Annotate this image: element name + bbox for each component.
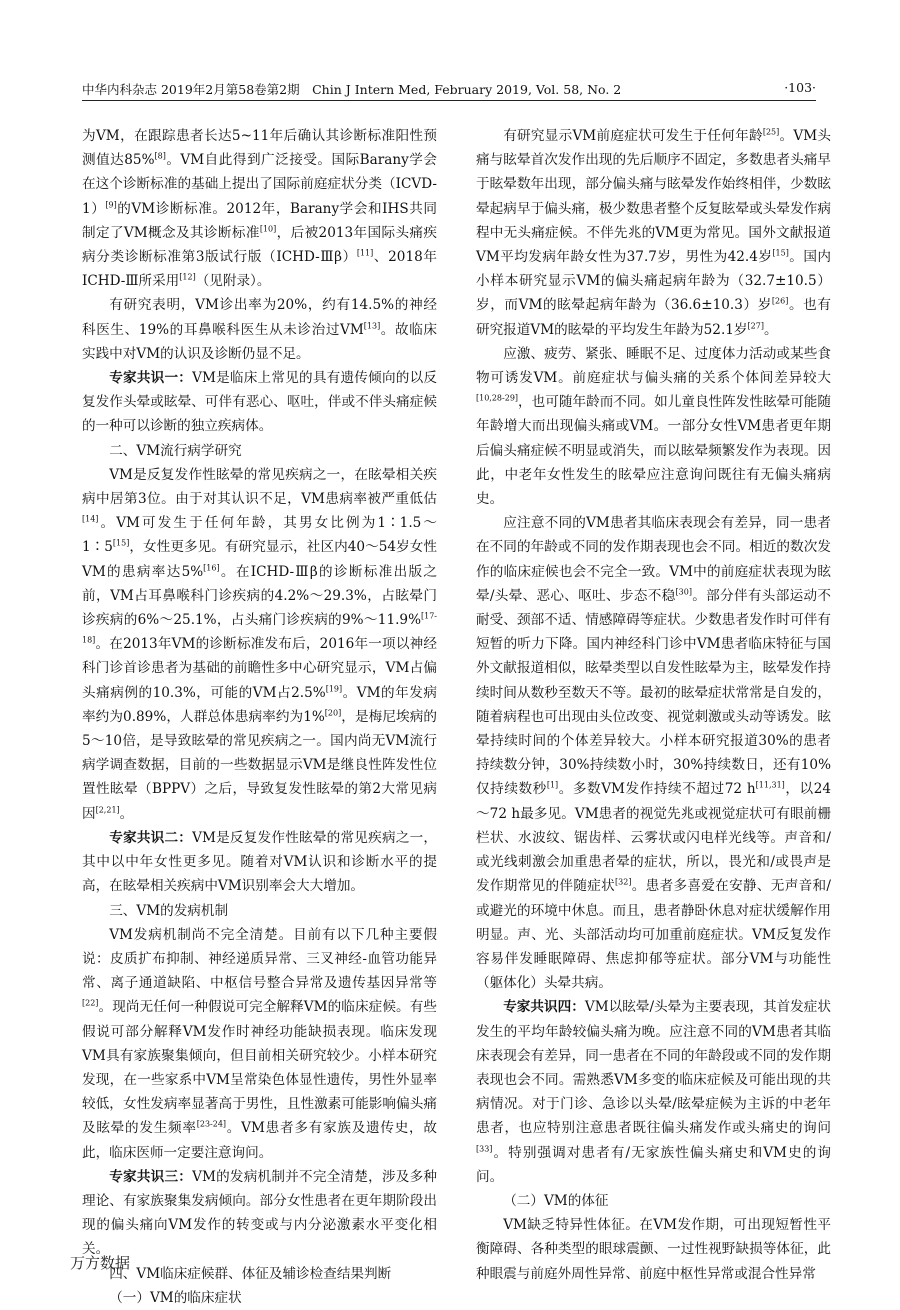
page-number: ·103·	[784, 80, 816, 95]
paragraph-left-4: VM是反复发作性眩晕的常见疾病之一，在眩晕相关疾病中居第3位。由于对其认识不足，VM患病率被严重低估[14]。VM可发生于任何年龄，其男女比例为1∶1.5～1∶5[15]，女性更多见。有研究显示，社区内40～54岁女性VM的患病率达5%[16]。在ICHD-Ⅲβ的诊断标准出版之前，VM占耳鼻喉科门诊疾病的4.2%～29.3%，占眩晕门诊疾病的6%～25.1%，占头痛门诊疾病的9%～11.9%[17-18]。在2013年VM的诊断标准发布后，2016年一项以神经科门诊首诊患者为基础的前瞻性多中心研究显示，VM占偏头痛病例的10.3%，可能的VM占2.5%[19]。VM的年发病率约为0.89%，人群总体患病率约为1%[20]，是梅尼埃病的5～10倍，是导致眩晕的常见疾病之一。国内尚无VM流行病学调查数据，目前的一些数据显示VM是继良性阵发性位置性眩晕（BPPV）之后，导致复发性眩晕的第2大常见病因[2,21]。	[82, 466, 438, 822]
section-heading-right-4: （二）VM的体征	[503, 1192, 609, 1209]
section-heading-left-10: （一）VM的临床症状	[109, 1289, 242, 1306]
paragraph-left-5: 专家共识二：VM是反复发作性眩晕的常见疾病之一，其中以中年女性更多见。随着对VM认识和诊断水平的提高，在眩晕相关疾病中VM识别率会大大增加。	[82, 829, 437, 895]
section-heading-left-9: 四、VM临床症候群、体征及辅诊检查结果判断	[109, 1265, 392, 1282]
paragraph-left-2: 专家共识一：VM是临床上常见的具有遗传倾向的以反复发作头晕或眩晕、可伴有恶心、呕吐，伴或不伴头痛症候的一种可以诊断的独立疾病体。	[82, 370, 437, 435]
paragraph-right-1: 应激、疲劳、紧张、睡眠不足、过度体力活动或某些食物可诱发VM。前庭症状与偏头痛的关系个体间差异较大[10,28-29]，也可随年龄而不同。如儿童良性阵发性眩晕可能随年龄增大而出现偏头痛或VM。一部分女性VM患者更年期后偏头痛症候不明显或消失，而以眩晕频繁发作为表现。因此，中老年女性发生的眩晕应注意询问既往有无偏头痛病史。	[476, 345, 831, 508]
paragraph-right-2: 应注意不同的VM患者其临床表现会有差异，同一患者在不同的年龄或不同的发作期表现也会不同。相近的数次发作的临床症候也会不完全一致。VM中的前庭症状表现为眩晕/头晕、恶心、呕吐、步态不稳[30]。部分伴有头部运动不耐受、颈部不适、情感障碍等症状。少数患者发作时可伴有短暂的听力下降。国内神经科门诊中VM患者临床特征与国外文献报道相似，眩晕类型以自发性眩晕为主，眩晕发作持续时间从数秒至数天不等。最初的眩晕症状常常是自发的，随着病程也可出现由头位改变、视觉刺激或头动等诱发。眩晕持续时间的个体差异较大。小样本研究报道30%的患者持续数分钟，30%持续数小时，30%持续数日，还有10%仅持续数秒[1]。多数VM发作持续不超过72 h[11,31]，以24～72 h最多见。VM患者的视觉先兆或视觉症状可有眼前栅栏状、水波纹、锯齿样、云雾状或闪电样光线等。声音和/或光线刺激会加重患者晕的症状，所以，畏光和/或畏声是发作期常见的伴随症状[32]。患者多喜爱在安静、无声音和/或避光的环境中休息。而且，患者静卧休息对症状缓解作用明显。声、光、头部活动均可加重前庭症状。VM反复发作容易伴发睡眠障碍、焦虑抑郁等症状。部分VM与功能性（躯体化）头晕共病。	[476, 515, 831, 992]
left-column	[82, 124, 437, 1310]
paragraph-left-7: VM发病机制尚不完全清楚。目前有以下几种主要假说：皮质扩布抑制、神经递质异常、三叉神经-血管功能异常、离子通道缺陷、中枢信号整合异常及遗传基因异常等[22]。现尚无任何一种假说可完全解释VM的临床症候。有些假说可部分解释VM发作时神经功能缺损表现。临床发现VM具有家族聚集倾向，但目前相关研究较少。小样本研究发现，在一些家系中VM呈常染色体显性遗传，男性外显率较低，女性发病率显著高于男性，且性激素可能影响偏头痛及眩晕的发生频率[23-24]。VM患者多有家族及遗传史，故此，临床医师一定要注意询问。	[82, 926, 437, 1161]
running-header	[82, 78, 816, 101]
section-heading-left-3: 二、VM流行病学研究	[109, 442, 242, 459]
paragraph-left-8: 专家共识三：VM的发病机制并不完全清楚，涉及多种理论、有家族聚集发病倾向。部分女性患者在更年期阶段出现的偏头痛向VM发作的转变或与内分泌激素水平变化相关。	[82, 1168, 437, 1258]
paragraph-right-3: 专家共识四：VM以眩晕/头晕为主要表现，其首发症状发生的平均年龄较偏头痛为晚。应注意不同的VM患者其临床表现会有差异，同一患者在不同的年龄段或不同的发作期表现也会不同。需熟悉VM多变的临床症候及可能出现的共病情况。对于门诊、急诊以头晕/眩晕症候为主诉的中老年患者，也应特别注意患者既往偏头痛发作或头痛史的询问[33]。特别强调对患者有/无家族性偏头痛史和VM史的询问。	[476, 999, 832, 1185]
watermark-source: 万方数据	[70, 1254, 131, 1272]
journal-citation: 中华内科杂志 2019年2月第58卷第2期 Chin J Intern Med, February 2019, Vol. 58, No. 2	[82, 82, 622, 97]
paragraph-right-0: 有研究显示VM前庭症状可发生于任何年龄[25]。VM头痛与眩晕首次发作出现的先后顺序不固定，多数患者头痛早于眩晕数年出现，部分偏头痛与眩晕发作始终相伴，少数眩晕起病早于偏头痛，极少数患者整个反复眩晕或头晕发作病程中无头痛症候。不伴先兆的VM更为常见。国外文献报道VM平均发病年龄女性为37.7岁，男性为42.4岁[15]。国内小样本研究显示VM的偏头痛起病年龄为（32.7±10.5）岁，而VM的眩晕起病年龄为（36.6±10.3）岁[26]。也有研究报道VM的眩晕的平均发生年龄为52.1岁[27]。	[476, 127, 831, 338]
right-column	[476, 124, 831, 1286]
paragraph-left-0: 为VM，在跟踪患者长达5~11年后确认其诊断标准阳性预测值达85%[8]。VM自此得到广泛接受。国际Barany学会在这个诊断标准的基础上提出了国际前庭症状分类（ICVD-1）[9]的VM诊断标准。2012年，Barany学会和IHS共同制定了VM概念及其诊断标准[10]，后被2013年国际头痛疾病分类诊断标准第3版试行版（ICHD-Ⅲβ）[11]、2018年ICHD-Ⅲ所采用[12]（见附录）。	[82, 128, 437, 290]
paragraph-left-1: 有研究表明，VM诊出率为20%，约有14.5%的神经科医生、19%的耳鼻喉科医生从未诊治过VM[13]。故临床实践中对VM的认识及诊断仍显不足。	[82, 297, 438, 362]
section-heading-left-6: 三、VM的发病机制	[109, 902, 229, 919]
paragraph-right-5: VM缺乏特异性体征。在VM发作期，可出现短暂性平衡障碍、各种类型的眼球震颤、一过性视野缺损等体征，此种眼震与前庭外周性异常、前庭中枢性异常或混合性异常	[476, 1217, 831, 1282]
